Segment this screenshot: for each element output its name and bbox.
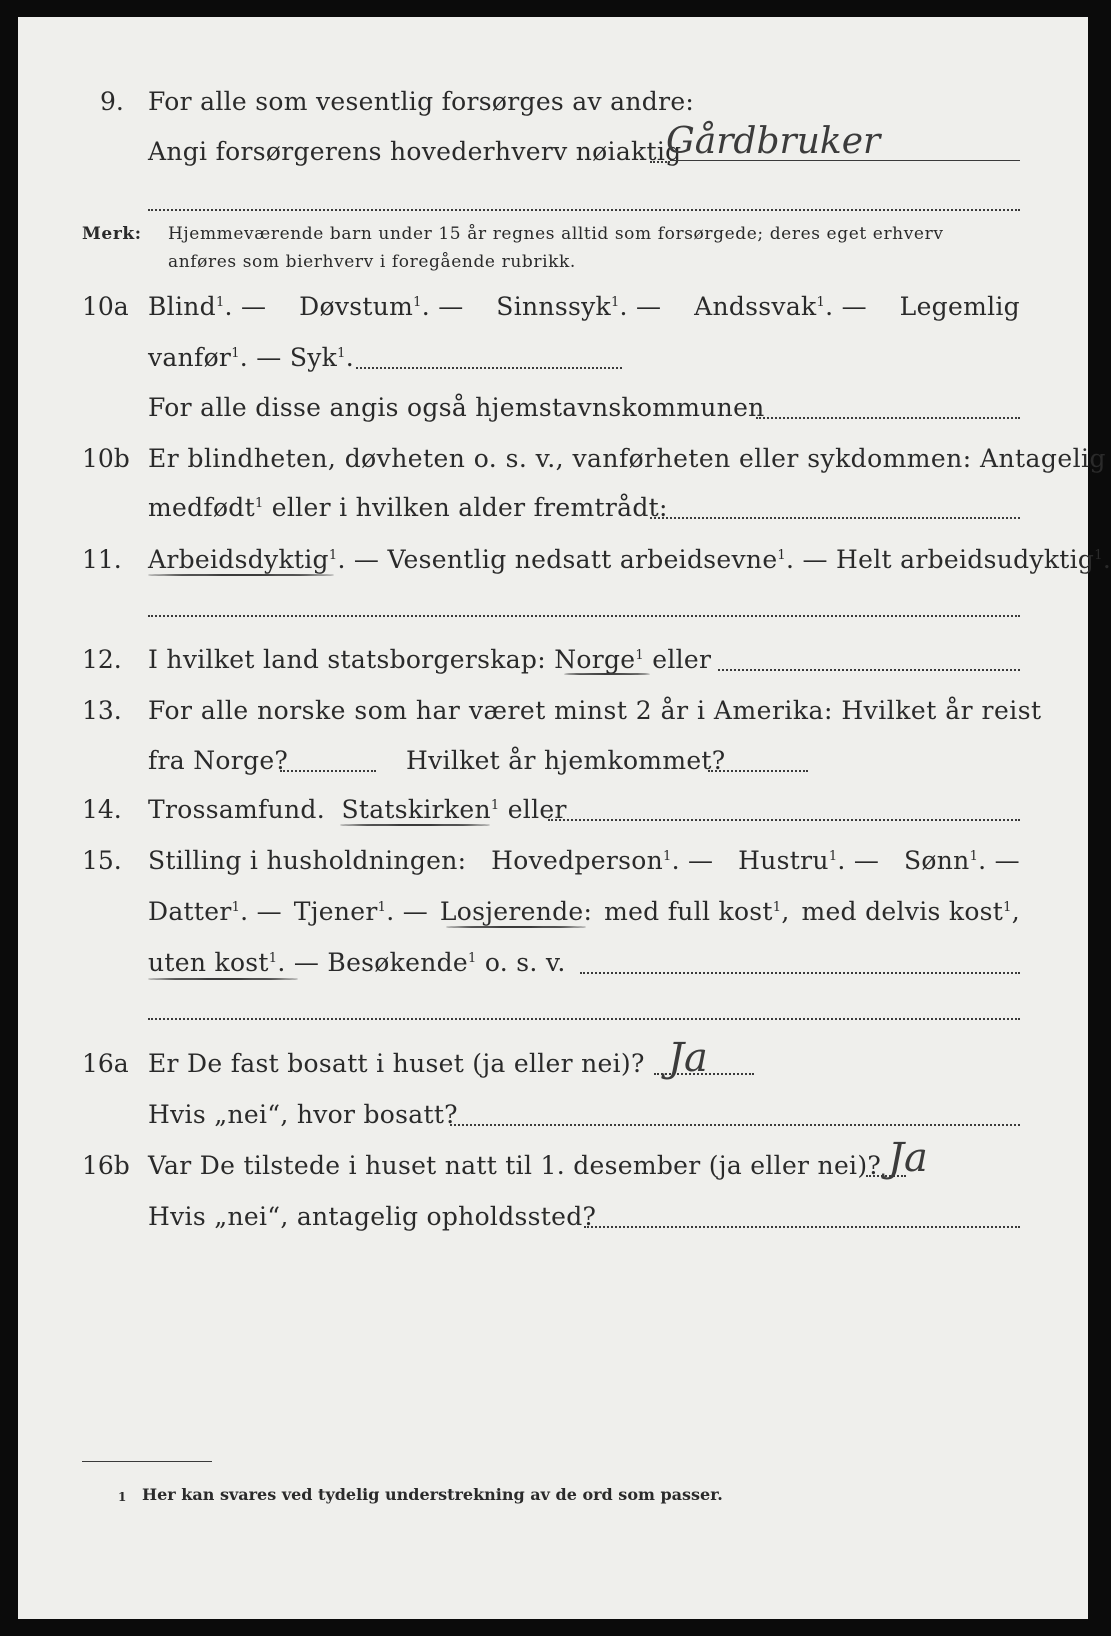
- q11-extra-line[interactable]: [148, 615, 1020, 617]
- q9-line1: For alle som vesentlig forsørges av andre:: [148, 87, 695, 116]
- opt-udyktig[interactable]: Helt arbeidsudyktig: [836, 545, 1095, 574]
- q10a-line1: Blind$^1$. — Døvstum$^1$. — Sinnssyk$^1$. — Andssvak$^1$. — Legemlig: [148, 292, 1020, 321]
- q10a-line3: For alle disse angis også hjemstavnskommunen: [148, 393, 765, 422]
- opt-delvis[interactable]: med delvis kost: [801, 897, 1004, 926]
- footnote-text: Her kan svares ved tydelig understrekning av de ord som passer.: [142, 1485, 723, 1504]
- item-number-10a: 10a: [82, 292, 129, 321]
- q10a-line2-field[interactable]: [356, 367, 622, 369]
- footnote-rule: [82, 1461, 212, 1462]
- opt-nedsatt[interactable]: Vesentlig nedsatt arbeidsevne: [387, 545, 778, 574]
- q16b-opholdssted-field[interactable]: [584, 1226, 1020, 1228]
- opt-datter[interactable]: Datter: [148, 897, 232, 926]
- q15-field[interactable]: [580, 972, 1020, 974]
- q16a-line1: Er De fast bosatt i huset (ja eller nei)?: [148, 1049, 645, 1078]
- opt-statskirken[interactable]: Statskirken: [341, 795, 491, 824]
- q13-line1: For alle norske som har været minst 2 år i Amerika: Hvilket år reist: [148, 696, 1042, 725]
- q14-line: Trossamfund. Statskirken$^1$ eller: [148, 795, 567, 824]
- q13-line2a: fra Norge?: [148, 746, 289, 775]
- q16b-line2: Hvis „nei“, antagelig opholdssted?: [148, 1202, 597, 1231]
- q10b-line2: medfødt$^1$ eller i hvilken alder fremtrådt:: [148, 493, 668, 522]
- opt-norge[interactable]: Norge: [554, 645, 636, 674]
- q9-extra-line[interactable]: [148, 209, 1020, 211]
- footnote-mark: 1: [118, 1490, 127, 1504]
- q10b-field[interactable]: [650, 517, 1020, 519]
- q16a-bosatt-field[interactable]: [450, 1124, 1020, 1126]
- q16a-line2: Hvis „nei“, hvor bosatt?: [148, 1100, 458, 1129]
- opt-losjerende[interactable]: Losjerende:: [439, 897, 593, 926]
- q10a-hjemstavn-field[interactable]: [756, 417, 1020, 419]
- opt-hustru[interactable]: Hustru: [738, 846, 829, 875]
- merk-line2: anføres som bierhverv i foregående rubrikk.: [168, 252, 576, 272]
- opt-dovstum[interactable]: Døvstum: [299, 292, 414, 321]
- opt-utenkost[interactable]: uten kost: [148, 948, 269, 977]
- opt-syk[interactable]: Syk: [289, 343, 338, 372]
- opt-vanfor[interactable]: vanfør: [148, 343, 232, 372]
- q16b-line1: Var De tilstede i huset natt til 1. desember (ja eller nei)?: [148, 1151, 882, 1180]
- opt-fullkost[interactable]: med full kost: [604, 897, 773, 926]
- underline-norge: [564, 673, 650, 675]
- merk-label: Merk:: [82, 224, 142, 244]
- underline-statskirken: [340, 824, 490, 826]
- q15-line1: Stilling i husholdningen: Hovedperson$^1$. — Hustru$^1$. — Sønn$^1$. —: [148, 846, 1020, 875]
- q10a-line2: vanfør$^1$. — Syk$^1$.: [148, 343, 354, 372]
- item-number-16b: 16b: [82, 1151, 130, 1180]
- opt-blind[interactable]: Blind: [148, 292, 216, 321]
- opt-medfodt[interactable]: medfødt: [148, 493, 255, 522]
- q9-line2: Angi forsørgerens hovederhverv nøiaktig: [148, 137, 682, 166]
- q15-line2: Datter$^1$. — Tjener$^1$. — Losjerende: med full kost$^1$, med delvis kost$^1$,: [148, 897, 1020, 926]
- item-number-10b: 10b: [82, 444, 130, 473]
- merk-line1: Hjemmeværende barn under 15 år regnes alltid som forsørgede; deres eget erhverv: [168, 224, 944, 244]
- underline-utenkost: [148, 978, 298, 980]
- q12-line: I hvilket land statsborgerskap: Norge$^1$ eller: [148, 645, 712, 674]
- item-number-16a: 16a: [82, 1049, 129, 1078]
- q15-extra-line[interactable]: [148, 1018, 1020, 1020]
- item-number-14: 14.: [82, 795, 122, 824]
- q14-field[interactable]: [548, 819, 1020, 821]
- q12-field[interactable]: [718, 669, 1020, 671]
- opt-andssvak[interactable]: Andssvak: [694, 292, 817, 321]
- q15-line3: uten kost$^1$. — Besøkende$^1$ o. s. v.: [148, 948, 566, 977]
- item-number-11: 11.: [82, 545, 122, 574]
- item-number-13: 13.: [82, 696, 122, 725]
- opt-hovedperson[interactable]: Hovedperson: [491, 846, 663, 875]
- opt-sonn[interactable]: Sønn: [904, 846, 970, 875]
- q13-line2b: Hvilket år hjemkommet?: [406, 746, 726, 775]
- q16b-answer-handwritten: Ja: [888, 1135, 928, 1181]
- item-number-15: 15.: [82, 846, 122, 875]
- q13-hjemkommet-field[interactable]: [708, 770, 808, 772]
- opt-tjener[interactable]: Tjener: [293, 897, 378, 926]
- item-number-9: 9.: [100, 87, 124, 116]
- opt-besokende[interactable]: Besøkende: [327, 948, 468, 977]
- opt-arbeidsdyktig[interactable]: Arbeidsdyktig: [148, 545, 329, 574]
- q9-answer-handwritten: Gårdbruker: [666, 121, 881, 162]
- opt-legemlig[interactable]: Legemlig: [899, 292, 1020, 321]
- q10b-line1: Er blindheten, døvheten o. s. v., vanførheten eller sykdommen: Antagelig: [148, 444, 1106, 473]
- underline-losjerende: [446, 926, 586, 928]
- q16a-answer-handwritten: Ja: [668, 1035, 708, 1081]
- opt-sinnssyk[interactable]: Sinnssyk: [496, 292, 611, 321]
- item-number-12: 12.: [82, 645, 122, 674]
- census-form-page: [18, 17, 1111, 1619]
- q11-line: Arbeidsdyktig$^1$. — Vesentlig nedsatt arbeidsevne$^1$. — Helt arbeidsudyktig$^1$.: [148, 545, 1111, 574]
- q13-reist-field[interactable]: [280, 770, 376, 772]
- underline-arbeidsdyktig: [148, 574, 334, 576]
